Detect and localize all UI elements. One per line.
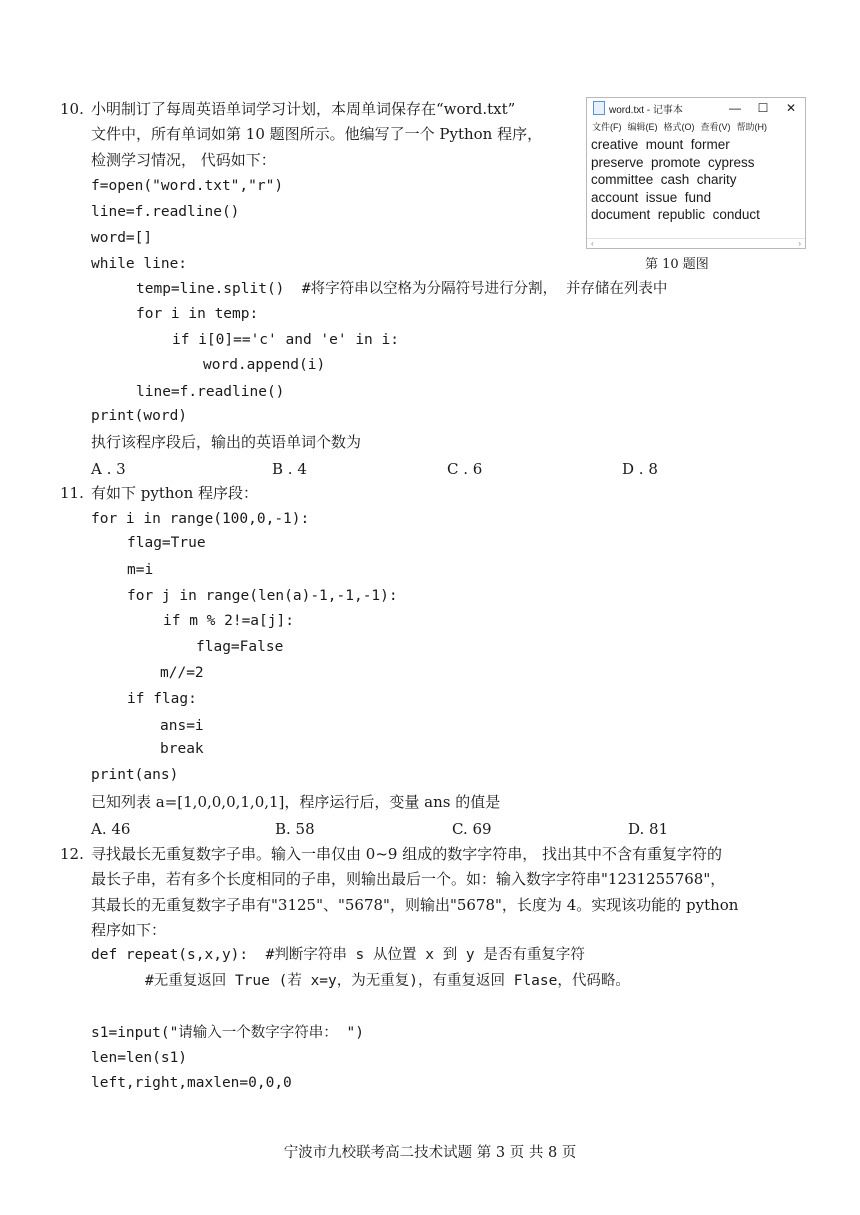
menu-item: 格式(O): [663, 121, 695, 132]
code-line: print(word): [91, 408, 188, 424]
code-line: m//=2: [160, 665, 204, 681]
q12-stem-line: 程序如下：: [91, 921, 167, 939]
q10-question: 执行该程序段后，输出的英语单词个数为: [91, 433, 362, 451]
notepad-title: word.txt - 记事本: [609, 104, 683, 116]
notepad-text: [587, 134, 805, 226]
notepad-titlebar: [587, 98, 805, 118]
notepad-figure: [586, 97, 806, 249]
q10-stem-line: 检测学习情况， 代码如下：: [91, 151, 276, 169]
q11-stem: 有如下 python 程序段：: [91, 484, 258, 502]
code-line: left,right,maxlen=0,0,0: [91, 1075, 292, 1091]
figure-caption: 第 10 题图: [645, 257, 709, 272]
code-line: for j in range(len(a)-1,-1,-1):: [127, 588, 398, 604]
code-line: line=f.readline(): [91, 204, 240, 220]
q11-number: 11.: [60, 484, 84, 502]
notepad-icon: [593, 101, 605, 115]
scroll-left-icon: ‹: [591, 239, 594, 248]
code-line: f=open("word.txt","r"): [91, 178, 284, 194]
menu-item: 编辑(E): [627, 121, 658, 132]
option-d: D . 8: [622, 460, 658, 478]
code-line: word=[]: [91, 230, 153, 246]
notepad-menubar: [587, 118, 805, 134]
code-line: temp=line.split() #将字符串以空格为分隔符号进行分割， 并存储在列表中: [136, 281, 668, 297]
code-line: break: [160, 741, 204, 757]
menu-item: 文件(F): [592, 121, 622, 132]
option-a: A. 46: [91, 820, 131, 838]
menu-item: 帮助(H): [736, 121, 767, 132]
q12-number: 12.: [60, 845, 84, 863]
option-c: C . 6: [447, 460, 483, 478]
option-b: B. 58: [275, 820, 315, 838]
code-line: def repeat(s,x,y): #判断字符串 s 从位置 x 到 y 是否有重复字符: [91, 947, 585, 963]
word-line: preserve promote cypress: [591, 154, 755, 170]
option-c: C. 69: [452, 820, 492, 838]
code-line: for i in temp:: [136, 306, 259, 322]
code-line: flag=False: [196, 639, 284, 655]
word-line: account issue fund: [591, 189, 712, 205]
q11-question: 已知列表 a=[1,0,0,0,1,0,1]，程序运行后，变量 ans 的值是: [91, 793, 501, 811]
q12-stem-line: 寻找最长无重复数字子串。输入一串仅由 0~9 组成的数字字符串， 找出其中不含有重复字符的: [91, 845, 722, 863]
code-line: print(ans): [91, 767, 179, 783]
horizontal-scrollbar: [587, 238, 805, 248]
scroll-right-icon: ›: [798, 239, 801, 248]
option-b: B . 4: [272, 460, 307, 478]
code-line: ans=i: [160, 718, 204, 734]
page-footer: 宁波市九校联考高二技术试题 第 3 页 共 8 页: [283, 1145, 577, 1161]
code-line: if m % 2!=a[j]:: [163, 613, 294, 629]
q10-number: 10.: [60, 100, 84, 118]
code-line: flag=True: [127, 535, 206, 551]
code-line: s1=input("请输入一个数字字符串： "): [91, 1025, 364, 1041]
code-line: word.append(i): [203, 357, 326, 373]
word-line: committee cash charity: [591, 172, 737, 187]
word-line: document republic conduct: [591, 207, 760, 222]
q10-stem-line: 小明制订了每周英语单词学习计划，本周单词保存在“word.txt”: [91, 100, 516, 118]
code-line: for i in range(100,0,-1):: [91, 511, 310, 527]
menu-item: 查看(V): [700, 121, 731, 132]
option-a: A . 3: [91, 460, 126, 478]
q12-stem-line: 最长子串，若有多个长度相同的子串，则输出最后一个。如：输入数字字符串"1231255768"，: [91, 870, 726, 888]
minimize-icon: —: [729, 101, 741, 115]
option-d: D. 81: [628, 820, 669, 838]
q12-stem-line: 其最长的无重复数字子串有"3125"、"5678"，则输出"5678"，长度为 4。实现该功能的 python: [91, 896, 739, 914]
code-line: #无重复返回 True (若 x=y，为无重复)，有重复返回 Flase，代码略。: [145, 973, 630, 989]
maximize-icon: ☐: [757, 101, 769, 115]
q10-stem-line: 文件中，所有单词如第 10 题图所示。他编写了一个 Python 程序，: [91, 125, 543, 143]
code-line: len=len(s1): [91, 1050, 188, 1066]
code-line: if i[0]=='c' and 'e' in i:: [172, 332, 399, 348]
word-line: creative mount former: [591, 137, 730, 152]
close-icon: ✕: [785, 101, 797, 115]
code-line: if flag:: [127, 691, 197, 707]
code-line: m=i: [127, 562, 154, 578]
code-line: while line:: [91, 256, 188, 272]
code-line: line=f.readline(): [136, 384, 285, 400]
